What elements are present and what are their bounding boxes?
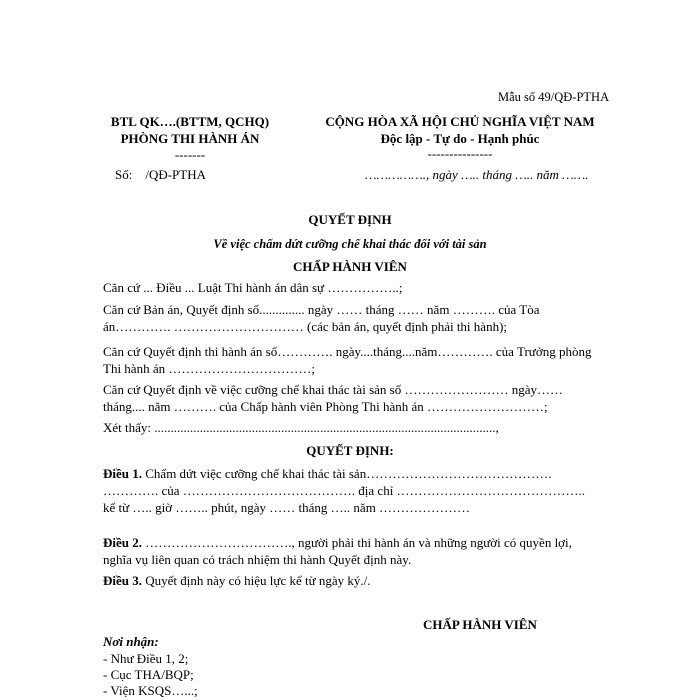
legal-basis-1: Căn cứ ... Điều ... Luật Thi hành án dân sự ……………..; bbox=[103, 280, 403, 295]
document-title: QUYẾT ĐỊNH bbox=[308, 212, 392, 227]
recipient-item: - Như Điều 1, 2; bbox=[103, 651, 189, 666]
header-left-rule: ------- bbox=[174, 147, 206, 162]
consideration: Xét thấy: ........................................................................................................., bbox=[103, 420, 499, 435]
article-3 bbox=[103, 572, 598, 589]
recipient-item: - Cục THA/BQP; bbox=[103, 667, 194, 682]
issuing-unit: BTL QK….(BTTM, QCHQ) bbox=[110, 114, 270, 129]
article-2-label: Điều 2. bbox=[103, 535, 142, 550]
national-motto: Độc lập - Tự do - Hạnh phúc bbox=[380, 131, 540, 146]
decision-heading: QUYẾT ĐỊNH: bbox=[306, 443, 394, 458]
place-date: ……………., ngày ….. tháng ….. năm ……. bbox=[365, 167, 589, 182]
legal-basis-4: Căn cứ Quyết định về việc cưỡng chế khai thác tài sản số …………………… ngày…… tháng.... năm ………. của Chấp hành viên Phòng Thi hành án ………………………; bbox=[103, 382, 563, 414]
document-subject: Về việc chấm dứt cưỡng chế khai thác đối với tài sản bbox=[213, 237, 487, 251]
article-2 bbox=[103, 534, 598, 568]
article-1-label: Điều 1. bbox=[103, 466, 142, 481]
article-3-label: Điều 3. bbox=[103, 573, 142, 588]
issuing-office: PHÒNG THI HÀNH ÁN bbox=[120, 131, 260, 146]
form-code: Mẫu số 49/QĐ-PTHA bbox=[498, 90, 610, 104]
legal-basis-2: Căn cứ Bản án, Quyết định số.............. ngày …… tháng …… năm ………. của Tòa án…………. ………………………… (các bản án, quyết định phải thi hành); bbox=[103, 302, 540, 334]
article-1-text: Chấm dứt việc cưỡng chế khai thác tài sản……………………………………. …………. của …………………………………. địa chỉ …………………………………….. kể từ ….. giờ …….. phút, ngày …… tháng ….. năm ………………… bbox=[103, 466, 586, 515]
header-right-rule: --------------- bbox=[427, 146, 493, 161]
article-2-text: ……………………………., người phải thi hành án và những người có quyền lợi, nghĩa vụ liên quan có trách nhiệm thi hành Quyết định này. bbox=[103, 535, 572, 567]
legal-basis-3: Căn cứ Quyết định thi hành án số…………. ngày....tháng....năm…………. của Trưởng phòng Thi hành án ……………………………; bbox=[103, 344, 592, 376]
document-number: Số: /QĐ-PTHA bbox=[115, 167, 207, 182]
recipient-item: - Viện KSQS…...; bbox=[103, 683, 198, 698]
recipients-heading: Nơi nhận: bbox=[103, 634, 159, 649]
article-3-text: Quyết định này có hiệu lực kể từ ngày ký./. bbox=[142, 573, 371, 588]
article-1 bbox=[103, 465, 598, 516]
issuing-authority: CHẤP HÀNH VIÊN bbox=[293, 259, 407, 274]
national-title: CỘNG HÒA XÃ HỘI CHỦ NGHĨA VIỆT NAM bbox=[325, 114, 595, 129]
signature-title: CHẤP HÀNH VIÊN bbox=[423, 617, 537, 632]
